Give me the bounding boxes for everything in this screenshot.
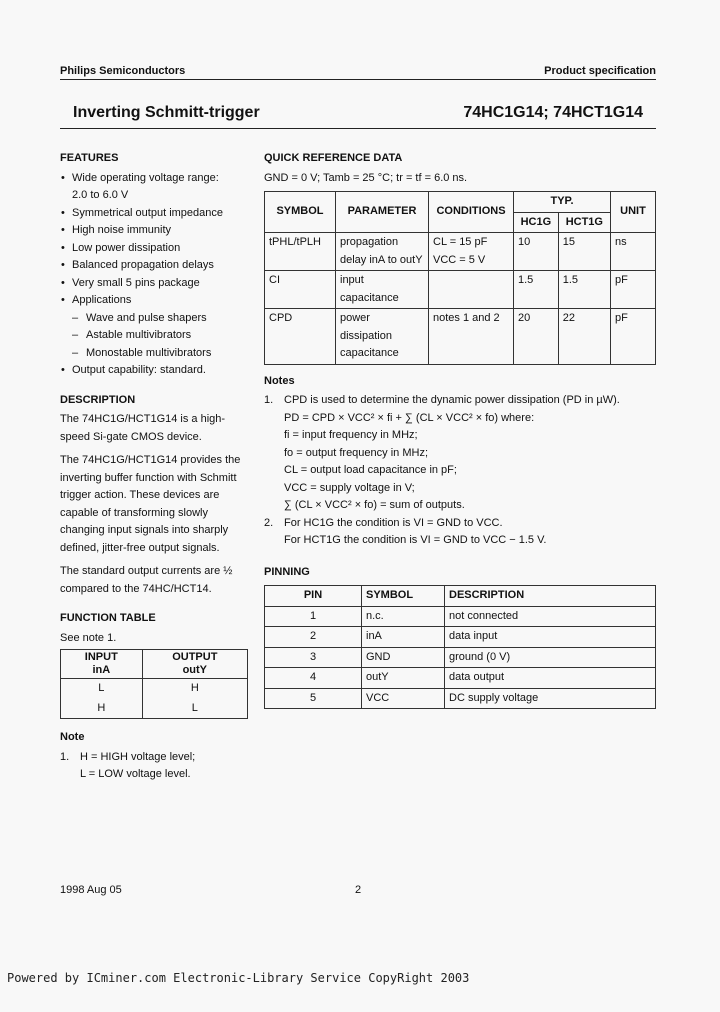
qr-col-hct1g: HCT1G	[558, 212, 610, 233]
ft-note-heading: Note	[60, 731, 85, 743]
feature-subitem: – Wave and pulse shapers	[60, 310, 250, 328]
function-table-note-ref: See note 1.	[60, 631, 117, 644]
ft-cell: L	[61, 679, 143, 699]
feature-item: • Symmetrical output impedance	[60, 205, 250, 223]
ft-cell: H	[142, 679, 247, 699]
feature-item: • High noise immunity	[60, 222, 250, 240]
qr-col-hc1g: HC1G	[514, 212, 559, 233]
description-paragraph: The 74HC1G/HCT1G14 provides the inverting buffer function with Schmitt trigger action. These devices are capable of transforming slowly changing input signals into sharply defined, jitter-free output signals.	[60, 454, 241, 554]
function-table-heading: FUNCTION TABLE	[60, 612, 156, 624]
feature-subitem: – Monostable multivibrators	[60, 345, 250, 363]
feature-item: • Low power dissipation	[60, 240, 250, 258]
ft-cell: L	[142, 699, 247, 719]
qr-col-conditions: CONDITIONS	[429, 192, 514, 233]
description-paragraph: The 74HC1G/HCT1G14 is a high-speed Si-gate CMOS device.	[60, 413, 226, 443]
feature-subitem: – Astable multivibrators	[60, 327, 250, 345]
header-rule	[60, 79, 656, 80]
footer-date: 1998 Aug 05	[60, 884, 122, 896]
powered-by-banner: Powered by ICminer.com Electronic-Library Service CopyRight 2003	[7, 971, 470, 985]
function-table	[60, 649, 248, 719]
ft-note: 1. H = HIGH voltage level; L = LOW voltage level.	[60, 750, 196, 780]
table-row: CI input capacitance 1.5 1.5 pF	[265, 271, 656, 309]
table-row: CPD power dissipation capacitance notes 1 and 2 20 22 pF	[265, 309, 656, 365]
pin-col-description: DESCRIPTION	[445, 586, 656, 607]
description-heading: DESCRIPTION	[60, 393, 136, 406]
qr-col-typ: TYP.	[514, 192, 611, 213]
features-list	[60, 170, 250, 380]
quick-ref-table	[264, 191, 656, 365]
feature-item: • Applications	[60, 292, 250, 310]
pinning-table	[264, 585, 656, 709]
quick-ref-conditions: GND = 0 V; Tamb = 25 °C; tr = tf = 6.0 ns.	[264, 171, 468, 184]
quick-ref-heading: QUICK REFERENCE DATA	[264, 152, 403, 164]
table-row: 1 n.c. not connected	[265, 606, 656, 627]
document-type: Product specification	[544, 65, 656, 77]
feature-item: • Balanced propagation delays	[60, 257, 250, 275]
pin-col-pin: PIN	[265, 586, 362, 607]
fraction: ½	[223, 565, 233, 577]
features-heading: FEATURES	[60, 152, 119, 164]
right-column	[264, 150, 656, 709]
left-column	[60, 150, 250, 784]
pin-col-symbol: SYMBOL	[362, 586, 445, 607]
table-row: 4 outY data output	[265, 668, 656, 689]
ft-notes	[60, 749, 250, 784]
table-row: 5 VCC DC supply voltage	[265, 688, 656, 709]
note-item: 1. CPD is used to determine the dynamic power dissipation (PD in µW). PD = CPD × VCC² × fi + ∑ (CL × VCC² × fo) where: fi = input frequency in MHz; fo = output frequency in MHz; CL = output load capacitance in pF; VCC = supply voltage in V; ∑ (CL × VCC² × fo) = sum of outputs.	[264, 394, 620, 511]
page-number: 2	[355, 884, 362, 896]
description-paragraph: The standard output currents are ½ compared to the 74HC/HCT14.	[60, 565, 233, 595]
note-item: 2. For HC1G the condition is VI = GND to VCC. For HCT1G the condition is VI = GND to VCC − 1.5 V.	[264, 516, 547, 546]
part-numbers: 74HC1G14; 74HCT1G14	[463, 104, 643, 121]
feature-item: • Output capability: standard.	[60, 362, 250, 380]
qr-col-parameter: PARAMETER	[336, 192, 429, 233]
ft-cell: H	[61, 699, 143, 719]
page-title: Inverting Schmitt-trigger	[73, 104, 260, 121]
notes-heading: Notes	[264, 374, 295, 387]
table-row: 2 inA data input	[265, 627, 656, 648]
ft-col-output: OUTPUT outY	[142, 650, 247, 679]
ft-col-input: INPUT inA	[61, 650, 143, 679]
qr-col-unit: UNIT	[611, 192, 656, 233]
feature-item: • Wide operating voltage range:	[60, 170, 250, 188]
company-name: Philips Semiconductors	[60, 65, 186, 77]
title-rule	[60, 128, 656, 129]
notes-list	[264, 392, 656, 550]
qr-col-symbol: SYMBOL	[265, 192, 336, 233]
table-row: 3 GND ground (0 V)	[265, 647, 656, 668]
pinning-heading: PINNING	[264, 565, 310, 578]
feature-item: 2.0 to 6.0 V	[72, 189, 129, 201]
feature-item: • Very small 5 pins package	[60, 275, 250, 293]
table-row: tPHL/tPLH propagation delay inA to outY CL = 15 pF VCC = 5 V 10 15 ns	[265, 233, 656, 271]
